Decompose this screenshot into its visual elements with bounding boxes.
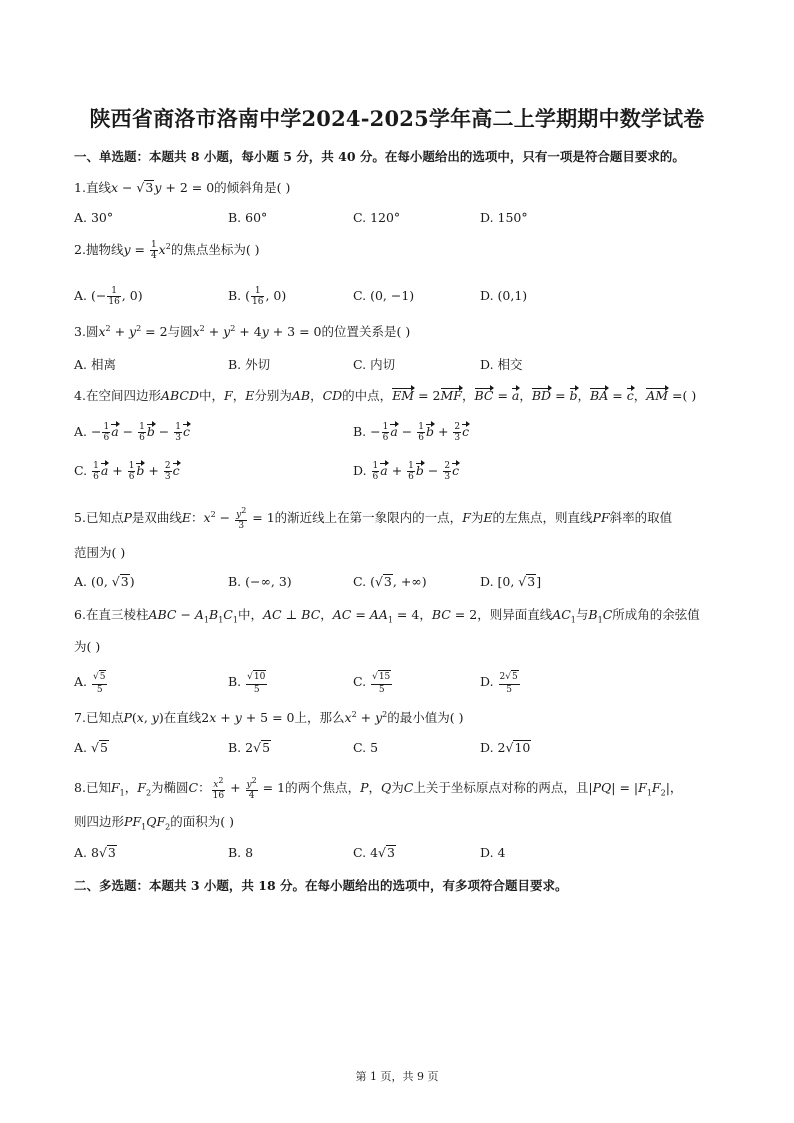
q3-option-c[interactable]: C. 内切 bbox=[353, 357, 396, 372]
question-number: 6. bbox=[74, 607, 86, 622]
question-4: 4.在空间四边形ABCD中，F，E分别为AB，CD的中点，EM = 2MF，BC = a，BD = b，BA = c，AM =( ) bbox=[74, 388, 697, 403]
question-3: 3.圆$x^2 + y^2 = 2$与圆$x^2 + y^2 + 4y + 3 = 0$的位置关系是( ) bbox=[74, 323, 411, 339]
question-number: 8. bbox=[74, 780, 86, 795]
question-2: 2.抛物线y = $\frac{1}{4}$ $x^2$的焦点坐标为( ) bbox=[74, 240, 260, 261]
section-multi-choice-header: 二、多选题：本题共 3 小题，共 18 分。在每小题给出的选项中，有多项符合题目要求。 bbox=[74, 878, 568, 893]
q8-option-b[interactable]: B. 8 bbox=[228, 845, 254, 860]
math-expr: x bbox=[158, 242, 166, 257]
q1-option-a[interactable]: A. 30° bbox=[74, 210, 114, 225]
q6-option-c[interactable]: C. $\frac{√15}{5}$ bbox=[353, 672, 391, 695]
question-text: 的倾斜角是( ) bbox=[214, 180, 291, 195]
math-expr: y bbox=[154, 180, 162, 195]
q8-option-d[interactable]: D. 4 bbox=[480, 845, 506, 860]
question-number: 3. bbox=[74, 324, 86, 339]
question-7: 7.已知点P(x, y)在直线2x + y + 5 = 0上，那么$x^2 + y^2$的最小值为( ) bbox=[74, 709, 464, 725]
q3-option-d[interactable]: D. 相交 bbox=[480, 357, 523, 372]
fraction: $\frac{1}{4}$ bbox=[150, 240, 157, 261]
q6-option-b[interactable]: B. $\frac{√10}{5}$ bbox=[228, 672, 266, 695]
q2-option-c[interactable]: C. (0, −1) bbox=[353, 288, 415, 303]
q4-option-b[interactable]: B. − $\frac{1}{6}$ a − $\frac{1}{6}$ b + $\frac{2}{3}$ c bbox=[353, 422, 470, 443]
q6-option-d[interactable]: D. $\frac{2√5}{5}$ bbox=[480, 672, 518, 695]
q6-option-a[interactable]: A. $\frac{√5}{5}$ bbox=[74, 672, 106, 695]
q8-option-c[interactable]: C. 4√3 bbox=[353, 845, 395, 860]
math-expr: y bbox=[123, 242, 131, 257]
question-number: 1. bbox=[74, 180, 86, 195]
fraction: $\frac{1}{16}$ bbox=[252, 286, 264, 307]
q7-option-a[interactable]: A. √5 bbox=[74, 740, 108, 755]
q4-option-d[interactable]: D. $\frac{1}{6}$ a + $\frac{1}{6}$ b − $\frac{2}{3}$ c bbox=[353, 461, 460, 482]
q5-option-c[interactable]: C. (√3, +∞) bbox=[353, 574, 427, 589]
q3-option-a[interactable]: A. 相离 bbox=[74, 357, 116, 372]
question-text: 直线 bbox=[85, 180, 111, 195]
section-single-choice-header: 一、单选题：本题共 8 小题，每小题 5 分，共 40 分。在每小题给出的选项中，只有一项是符合题目要求的。 bbox=[74, 149, 685, 164]
question-8: 8.已知$F_1$，$F_2$为椭圆C： $\frac{x^2}{16}$ + $\frac{y^2}{4}$ = 1的两个焦点，P，Q为C上关于坐标原点对称的两点，且$|PQ| = |F_1F_2|$， bbox=[74, 776, 683, 801]
q5-option-d[interactable]: D. [0, √3] bbox=[480, 574, 542, 589]
sqrt-expr: 3 bbox=[145, 180, 154, 195]
q7-option-c[interactable]: C. 5 bbox=[353, 740, 379, 755]
page-footer: 第 1 页，共 9 页 bbox=[355, 1070, 439, 1083]
fraction: $\frac{1}{16}$ bbox=[108, 286, 120, 307]
q4-option-a[interactable]: A. − $\frac{1}{6}$ a − $\frac{1}{6}$ b − $\frac{1}{3}$ c bbox=[74, 422, 190, 443]
q7-option-d[interactable]: D. 2√10 bbox=[480, 740, 531, 755]
q2-option-d[interactable]: D. (0,1) bbox=[480, 288, 528, 303]
question-text: 抛物线 bbox=[85, 242, 124, 257]
question-5-cont: 范围为( ) bbox=[74, 545, 126, 560]
q5-option-a[interactable]: A. (0, √3) bbox=[74, 574, 135, 589]
q4-option-c[interactable]: C. $\frac{1}{6}$ a + $\frac{1}{6}$ b + $\frac{2}{3}$ c bbox=[74, 461, 180, 482]
question-1: 1.直线x − √3y + 2 = 0的倾斜角是( ) bbox=[74, 180, 291, 195]
question-number: 2. bbox=[74, 242, 86, 257]
question-number: 4. bbox=[74, 388, 86, 403]
page-title: 陕西省商洛市洛南中学2024-2025学年高二上学期期中数学试卷 bbox=[89, 106, 705, 131]
q2-option-b[interactable]: B. ( $\frac{1}{16}$ , 0) bbox=[228, 286, 287, 307]
q5-option-b[interactable]: B. (−∞, 3) bbox=[228, 574, 292, 589]
question-6: 6.在直三棱柱ABC − $A_1B_1C_1$中，AC ⊥ BC，AC = $AA_1 = 4$，BC = 2，则异面直线$AC_1$与$B_1C$所成角的余弦值 bbox=[74, 607, 700, 625]
question-5: 5.已知点P是双曲线E：$x^2$ − $\frac{y^2}{3}$ = 1的渐近线上在第一象限内的一点，F为E的左焦点，则直线PF斜率的取值 bbox=[74, 506, 673, 531]
question-number: 7. bbox=[74, 710, 86, 725]
math-expr: x bbox=[110, 180, 119, 195]
q3-option-b[interactable]: B. 外切 bbox=[228, 357, 271, 372]
q8-option-a[interactable]: A. 8√3 bbox=[74, 845, 116, 860]
question-number: 5. bbox=[74, 510, 86, 525]
question-text: 的焦点坐标为( ) bbox=[170, 242, 260, 257]
q1-option-b[interactable]: B. 60° bbox=[228, 210, 268, 225]
q1-option-d[interactable]: D. 150° bbox=[480, 210, 528, 225]
q2-option-a[interactable]: A. (− $\frac{1}{16}$ , 0) bbox=[74, 286, 143, 307]
question-6-cont: 为( ) bbox=[74, 639, 101, 654]
q7-option-b[interactable]: B. 2√5 bbox=[228, 740, 271, 755]
question-8-cont: 则四边形$PF_1QF_2$的面积为( ) bbox=[74, 814, 234, 832]
q1-option-c[interactable]: C. 120° bbox=[353, 210, 401, 225]
